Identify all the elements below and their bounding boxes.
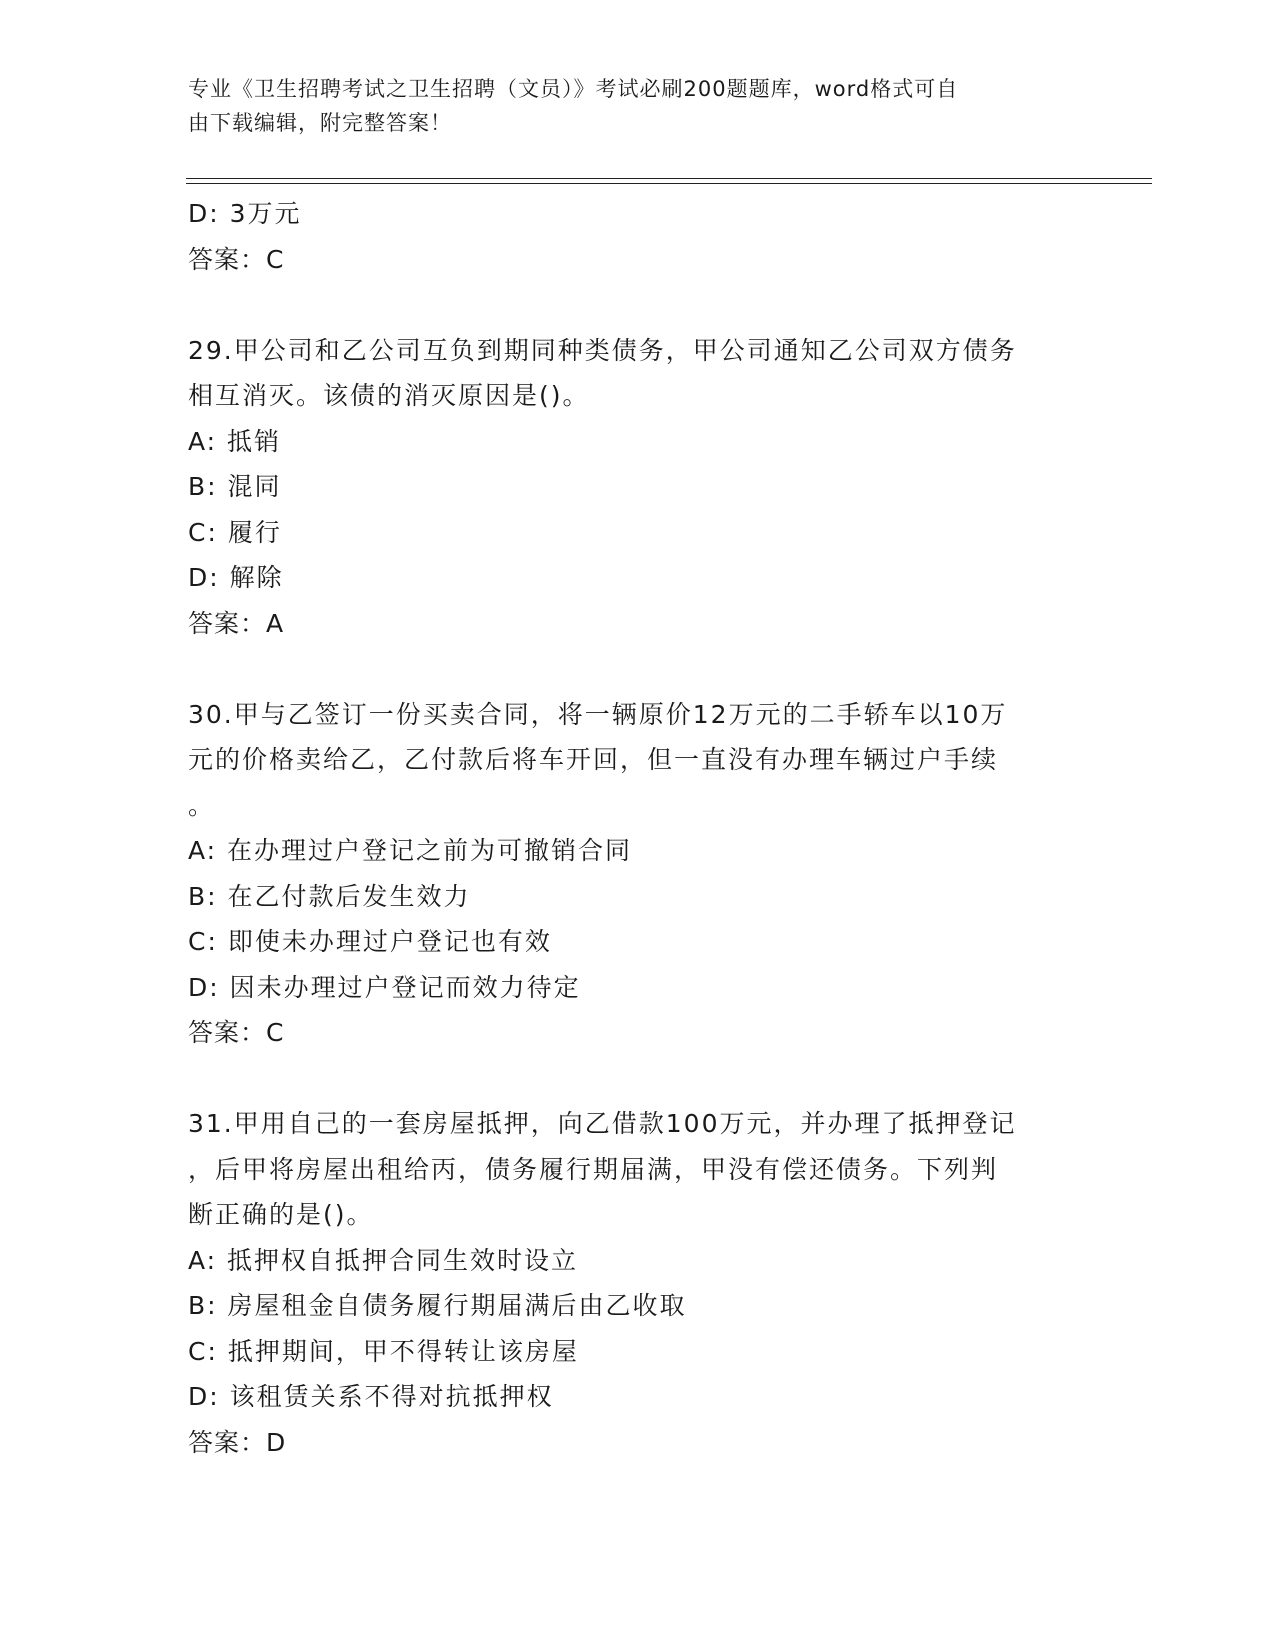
- option-text: B: 在乙付款后发生效力: [188, 881, 471, 911]
- answer-text: 答案：D: [188, 1427, 287, 1457]
- option-text: D: 因未办理过户登记而效力待定: [188, 972, 581, 1002]
- option-text: A: 抵销: [188, 426, 282, 456]
- option-text: C: 即使未办理过户登记也有效: [188, 927, 552, 956]
- header-divider: [186, 183, 1152, 184]
- question-block: [188, 328, 1088, 647]
- header-line: 由下载编辑，附完整答案！: [188, 111, 452, 135]
- question-text: 相互消灭。该债的消灭原因是()。: [188, 381, 590, 410]
- header-divider: [186, 178, 1152, 179]
- option-text: B: 房屋租金自债务履行期届满后由乙收取: [188, 1291, 687, 1320]
- question-text: ，后甲将房屋出租给丙，债务履行期届满，甲没有偿还债务。下列判: [188, 1154, 999, 1184]
- document-header: [188, 72, 1068, 140]
- question-text: 31.甲用自己的一套房屋抵押，向乙借款100万元，并办理了抵押登记: [188, 1109, 1017, 1138]
- option-text: D: 该租赁关系不得对抗抵押权: [188, 1382, 554, 1411]
- question-block: [188, 692, 1088, 1056]
- question-text: 断正确的是()。: [188, 1200, 374, 1229]
- option-text: A: 抵押权自抵押合同生效时设立: [188, 1245, 579, 1275]
- option-text: C: 抵押期间，甲不得转让该房屋: [188, 1336, 579, 1366]
- question-text: 30.甲与乙签订一份买卖合同，将一辆原价12万元的二手轿车以10万: [188, 699, 1008, 729]
- option-text: D: 解除: [188, 563, 284, 592]
- question-block: [188, 1101, 1088, 1465]
- option-text: D: 3万元: [188, 199, 302, 228]
- option-text: C: 履行: [188, 517, 282, 547]
- answer-text: 答案：C: [188, 244, 285, 274]
- question-text: 元的价格卖给乙，乙付款后将车开回，但一直没有办理车辆过户手续: [188, 745, 999, 774]
- answer-text: 答案：C: [188, 1018, 285, 1047]
- option-text: A: 在办理过户登记之前为可撤销合同: [188, 836, 633, 865]
- question-text: 29.甲公司和乙公司互负到期同种类债务，甲公司通知乙公司双方债务: [188, 335, 1017, 365]
- answer-text: 答案：A: [188, 608, 285, 638]
- question-content: [188, 191, 1088, 1465]
- option-text: B: 混同: [188, 472, 282, 501]
- question-text: 。: [188, 790, 216, 820]
- header-line: 专业《卫生招聘考试之卫生招聘（文员）》考试必刷200题题库，word格式可自: [188, 77, 959, 101]
